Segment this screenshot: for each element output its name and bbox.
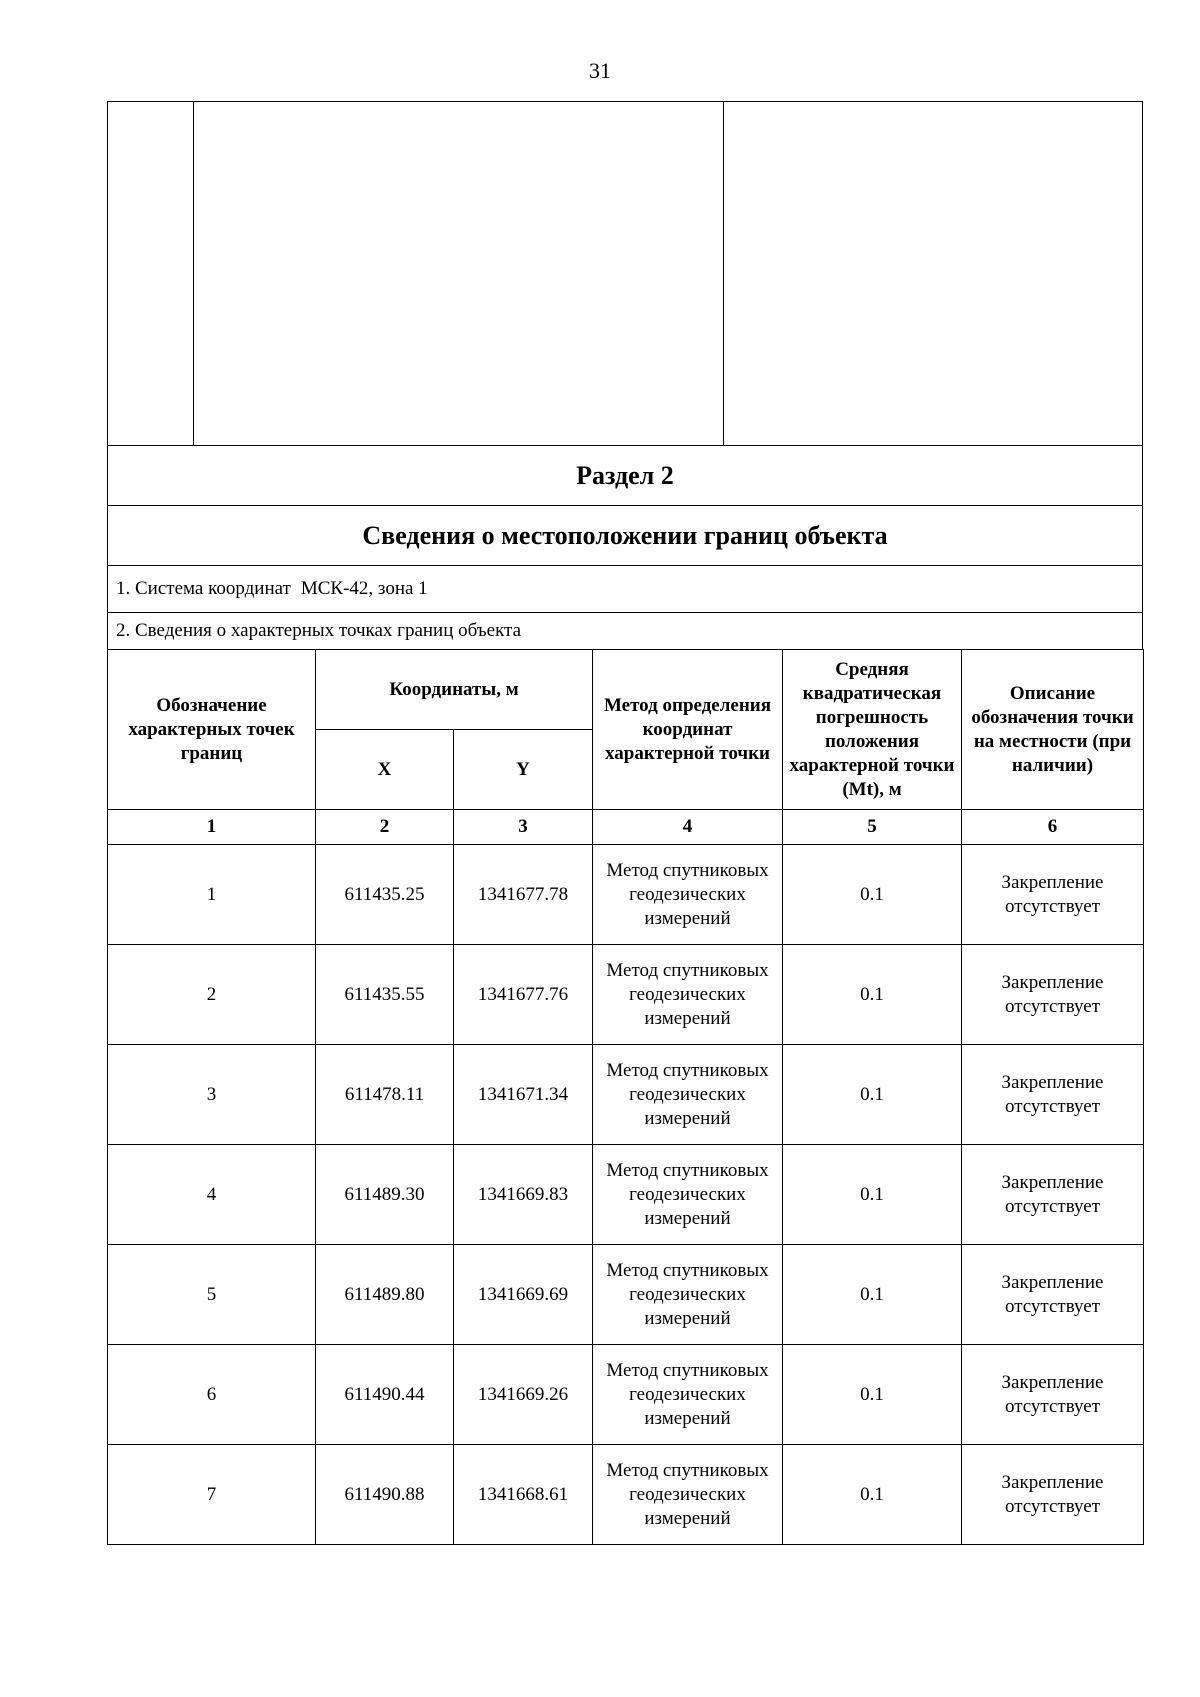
point-description: Закрепление отсутствует (962, 1145, 1144, 1245)
point-description: Закрепление отсутствует (962, 845, 1144, 945)
point-error: 0.1 (783, 945, 962, 1045)
points-caption-row (107, 612, 1143, 649)
point-error: 0.1 (783, 1245, 962, 1345)
continued-table-block (107, 101, 1143, 445)
table-row (108, 1245, 1144, 1345)
header-error: Средняя квадратическая погрешность положения характерной точки (Mt), м (783, 650, 962, 810)
header-method: Метод определения координат характерной точки (593, 650, 783, 810)
header-x: X (316, 730, 454, 810)
point-method: Метод спутниковых геодезических измерений (593, 845, 783, 945)
point-y: 1341671.34 (454, 1045, 593, 1145)
boundary-points-table (107, 649, 1144, 1545)
point-y: 1341669.26 (454, 1345, 593, 1445)
point-error: 0.1 (783, 845, 962, 945)
column-number: 1 (108, 810, 316, 845)
point-method: Метод спутниковых геодезических измерений (593, 1145, 783, 1245)
coordinate-system-label: 1. Система координат (116, 578, 291, 599)
point-description: Закрепление отсутствует (962, 1045, 1144, 1145)
column-number: 3 (454, 810, 593, 845)
point-error: 0.1 (783, 1045, 962, 1145)
point-method: Метод спутниковых геодезических измерений (593, 1345, 783, 1445)
point-y: 1341668.61 (454, 1445, 593, 1545)
point-error: 0.1 (783, 1345, 962, 1445)
point-x: 611489.80 (316, 1245, 454, 1345)
section-title: Раздел 2 (107, 445, 1143, 505)
point-x: 611489.30 (316, 1145, 454, 1245)
point-y: 1341669.83 (454, 1145, 593, 1245)
point-method: Метод спутниковых геодезических измерений (593, 1445, 783, 1545)
point-x: 611435.55 (316, 945, 454, 1045)
column-number: 5 (783, 810, 962, 845)
point-id: 7 (108, 1445, 316, 1545)
point-id: 4 (108, 1145, 316, 1245)
column-number: 4 (593, 810, 783, 845)
point-error: 0.1 (783, 1145, 962, 1245)
point-id: 2 (108, 945, 316, 1045)
column-number: 2 (316, 810, 454, 845)
coordinate-system-row (107, 565, 1143, 612)
coordinate-system-value: МСК-42, зона 1 (300, 578, 428, 599)
page-number: 31 (589, 58, 611, 83)
point-error: 0.1 (783, 1445, 962, 1545)
point-x: 611490.88 (316, 1445, 454, 1545)
table-row (108, 1145, 1144, 1245)
table-row (108, 1445, 1144, 1545)
point-id: 3 (108, 1045, 316, 1145)
header-coordinates: Координаты, м (316, 650, 593, 730)
points-caption: 2. Сведения о характерных точках границ объекта (116, 620, 522, 641)
point-method: Метод спутниковых геодезических измерений (593, 945, 783, 1045)
point-y: 1341669.69 (454, 1245, 593, 1345)
point-y: 1341677.76 (454, 945, 593, 1045)
point-x: 611490.44 (316, 1345, 454, 1445)
point-id: 1 (108, 845, 316, 945)
column-divider (723, 102, 724, 445)
column-number: 6 (962, 810, 1144, 845)
column-divider (193, 102, 194, 445)
point-x: 611478.11 (316, 1045, 454, 1145)
table-row (108, 1345, 1144, 1445)
header-description: Описание обозначения точки на местности (при наличии) (962, 650, 1144, 810)
point-description: Закрепление отсутствует (962, 1245, 1144, 1345)
header-designation: Обозначение характерных точек границ (108, 650, 316, 810)
point-description: Закрепление отсутствует (962, 1345, 1144, 1445)
point-y: 1341677.78 (454, 845, 593, 945)
table-row (108, 1045, 1144, 1145)
point-id: 6 (108, 1345, 316, 1445)
point-method: Метод спутниковых геодезических измерений (593, 1045, 783, 1145)
point-x: 611435.25 (316, 845, 454, 945)
column-number-row (108, 810, 1144, 845)
point-description: Закрепление отсутствует (962, 945, 1144, 1045)
point-id: 5 (108, 1245, 316, 1345)
table-row (108, 945, 1144, 1045)
point-method: Метод спутниковых геодезических измерений (593, 1245, 783, 1345)
point-description: Закрепление отсутствует (962, 1445, 1144, 1545)
header-y: Y (454, 730, 593, 810)
section-subtitle: Сведения о местоположении границ объекта (107, 505, 1143, 565)
table-row (108, 845, 1144, 945)
